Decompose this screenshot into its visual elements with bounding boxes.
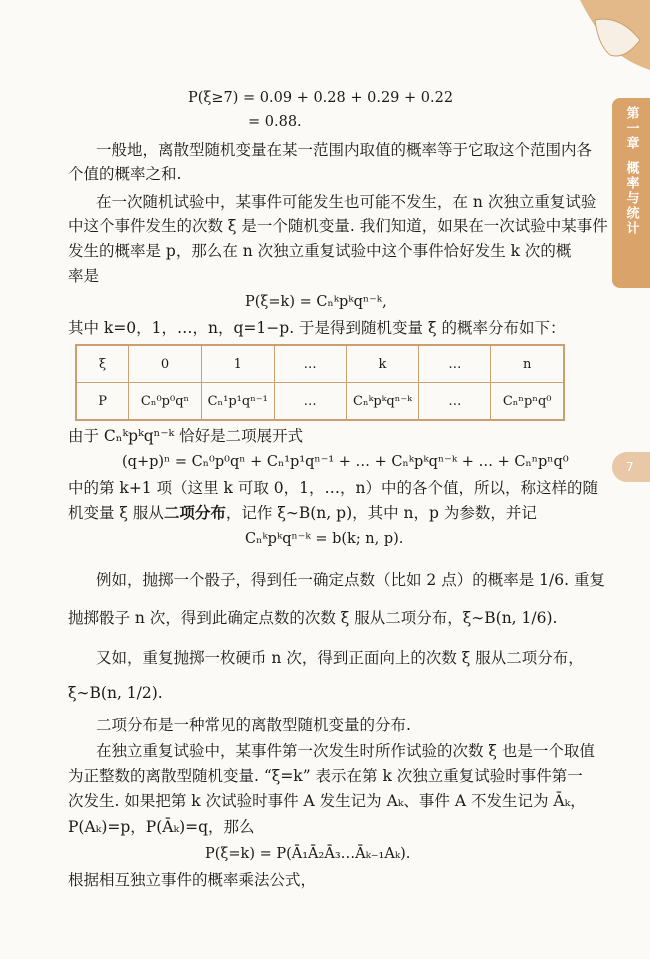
table-cell: 1 bbox=[201, 345, 274, 383]
formula-line: = 0.88. bbox=[248, 114, 302, 130]
corner-decoration bbox=[550, 0, 650, 110]
formula-line: P(ξ=k) = Cₙᵏpᵏqⁿ⁻ᵏ, bbox=[245, 294, 387, 310]
table-row bbox=[76, 383, 564, 421]
page-number: 7 bbox=[612, 452, 650, 482]
table-cell: … bbox=[274, 383, 346, 421]
formula-line: (q+p)ⁿ = Cₙ⁰p⁰qⁿ + Cₙ¹p¹qⁿ⁻¹ + … + Cₙᵏpᵏqⁿ⁻ᵏ + … + Cₙⁿpⁿq⁰ bbox=[122, 454, 569, 470]
text-line: 率是 bbox=[68, 267, 100, 285]
text-line: 在独立重复试验中，某事件第一次发生时所作试验的次数 ξ 也是一个取值 bbox=[96, 742, 595, 760]
term-binomial: 二项分布 bbox=[163, 503, 226, 522]
chapter-label: 第一章 bbox=[623, 106, 639, 151]
text-line: 一般地，离散型随机变量在某一范围内取值的概率等于它取这个范围内各 bbox=[96, 141, 593, 159]
table-cell: n bbox=[491, 345, 564, 383]
text-line: 二项分布是一种常见的离散型随机变量的分布. bbox=[96, 716, 411, 734]
text-fragment: ，记作 ξ∼B(n, p)，其中 n，p 为参数，并记 bbox=[225, 504, 537, 522]
text-line: 发生的概率是 p，那么在 n 次独立重复试验中这个事件恰好发生 k 次的概 bbox=[68, 242, 572, 260]
table-cell: Cₙⁿpⁿq⁰ bbox=[491, 383, 564, 421]
table-cell: … bbox=[419, 345, 491, 383]
text-fragment: 机变量 ξ 服从 bbox=[68, 504, 164, 522]
text-line: 抛掷骰子 n 次，得到此确定点数的次数 ξ 服从二项分布，ξ∼B(n, 1/6). bbox=[68, 609, 558, 627]
text-line: 在一次随机试验中，某事件可能发生也可能不发生，在 n 次独立重复试验 bbox=[96, 193, 597, 211]
table-cell: … bbox=[419, 383, 491, 421]
chapter-side-tab bbox=[612, 98, 650, 288]
text-line: 为正整数的离散型随机变量. “ξ=k” 表示在第 k 次独立重复试验时事件第一 bbox=[68, 767, 583, 785]
table-cell: Cₙ⁰p⁰qⁿ bbox=[129, 383, 202, 421]
text-line: 由于 Cₙᵏpᵏqⁿ⁻ᵏ 恰好是二项展开式 bbox=[68, 427, 304, 445]
text-line: 根据相互独立事件的概率乘法公式， bbox=[68, 871, 317, 889]
formula-line: P(ξ=k) = P(Ā₁Ā₂Ā₃…Āₖ₋₁Aₖ). bbox=[205, 846, 411, 862]
table-cell: ξ bbox=[76, 345, 129, 383]
table-cell: 0 bbox=[129, 345, 202, 383]
text-line: 其中 k=0，1，…，n，q=1−p. 于是得到随机变量 ξ 的概率分布如下： bbox=[68, 319, 566, 337]
formula-line: Cₙᵏpᵏqⁿ⁻ᵏ = b(k; n, p). bbox=[245, 531, 404, 547]
table-cell: P bbox=[76, 383, 129, 421]
text-line: P(Aₖ)=p，P(Āₖ)=q，那么 bbox=[68, 818, 255, 836]
table-cell: Cₙ¹p¹qⁿ⁻¹ bbox=[201, 383, 274, 421]
distribution-table bbox=[75, 344, 565, 421]
table-cell: … bbox=[274, 345, 346, 383]
text-line: 例如，抛掷一个骰子，得到任一确定点数（比如 2 点）的概率是 1/6. 重复 bbox=[96, 571, 605, 589]
text-line: 中的第 k+1 项（这里 k 可取 0，1，…，n）中的各个值，所以，称这样的随 bbox=[68, 479, 598, 497]
formula-line: P(ξ≥7) = 0.09 + 0.28 + 0.29 + 0.22 bbox=[188, 90, 454, 106]
text-line: ξ∼B(n, 1/2). bbox=[68, 684, 163, 702]
text-line: 中这个事件发生的次数 ξ 是一个随机变量. 我们知道，如果在一次试验中某事件 bbox=[68, 217, 608, 235]
text-line: 次发生. 如果把第 k 次试验时事件 A 发生记为 Aₖ、事件 A 不发生记为 Āₖ， bbox=[68, 792, 586, 810]
text-line bbox=[68, 503, 537, 523]
table-cell: k bbox=[346, 345, 419, 383]
text-line: 个值的概率之和. bbox=[68, 165, 182, 183]
table-row bbox=[76, 345, 564, 383]
table-cell: Cₙᵏpᵏqⁿ⁻ᵏ bbox=[346, 383, 419, 421]
text-line: 又如，重复抛掷一枚硬币 n 次，得到正面向上的次数 ξ 服从二项分布， bbox=[96, 649, 584, 667]
chapter-title: 概率与统计 bbox=[623, 161, 639, 236]
